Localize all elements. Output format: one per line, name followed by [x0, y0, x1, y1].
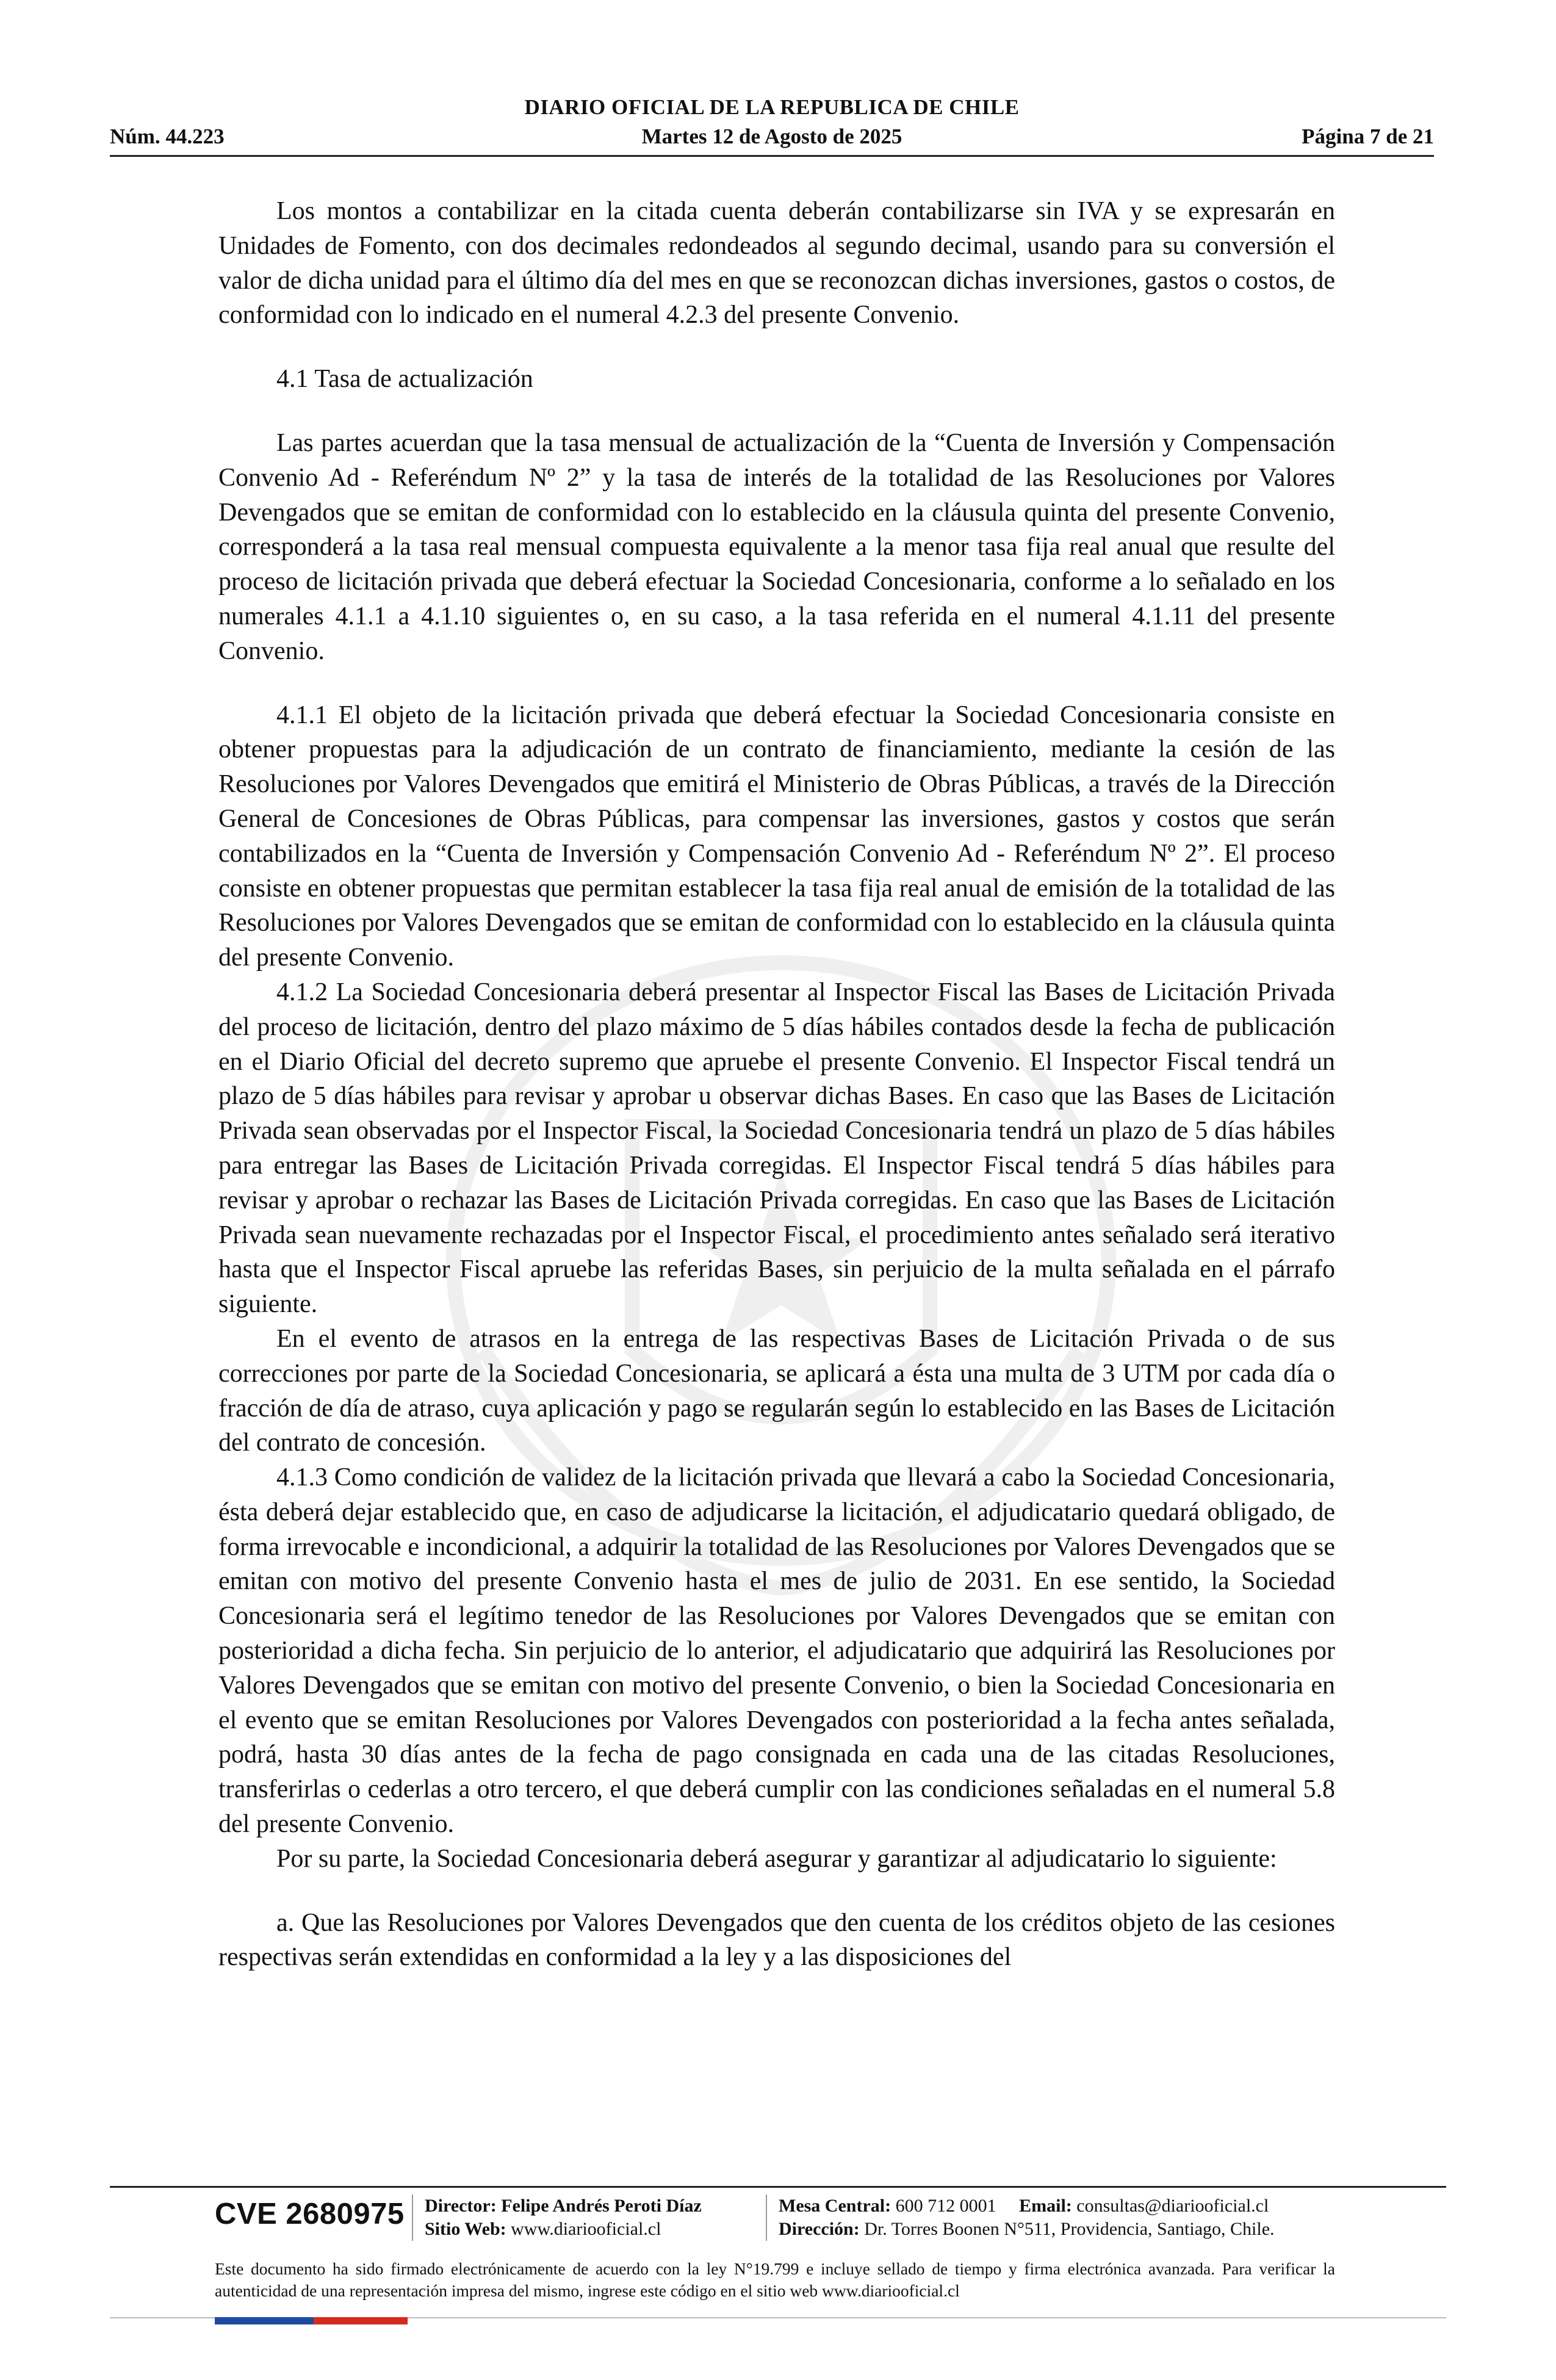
director-name: Felipe Andrés Peroti Díaz [501, 2196, 702, 2216]
issue-date: Martes 12 de Agosto de 2025 [641, 124, 902, 148]
flag-stripe-blue [215, 2317, 314, 2324]
cve-code: CVE 2680975 [215, 2198, 405, 2230]
paragraph: a. Que las Resoluciones por Valores Devengados que den cuenta de los créditos objeto de las cesiones respectivas serán extendidas en conformidad a la ley y a las disposiciones del [218, 1908, 1335, 1972]
email-link[interactable]: consultas@diariooficial.cl [1076, 2196, 1269, 2216]
address-label: Dirección: [779, 2219, 860, 2239]
legal-notice: Este documento ha sido firmado electrónicamente de acuerdo con la ley N°19.799 e incluye sellado de tiempo y firma electrónica avanzada. Para verificar la autenticidad de una representación impresa del mismo, ingrese este código en el sitio web www.diariooficial.cl [215, 2259, 1335, 2300]
address-value: Dr. Torres Boonen N°511, Providencia, Santiago, Chile. [864, 2219, 1275, 2239]
mesa-label: Mesa Central: [779, 2196, 891, 2216]
footer-separator [412, 2194, 413, 2241]
newspaper-title: DIARIO OFICIAL DE LA REPUBLICA DE CHILE [524, 95, 1020, 119]
footer-divider [110, 2186, 1446, 2188]
mesa-phone: 600 712 0001 [895, 2196, 996, 2216]
section-heading: 4.1 Tasa de actualización [276, 365, 533, 394]
page-header [110, 92, 1434, 159]
director-label: Director: [425, 2196, 497, 2216]
document-body [218, 194, 1335, 1975]
paragraph: Las partes acuerdan que la tasa mensual de actualización de la “Cuenta de Inversión y Compensación Convenio Ad - Referéndum Nº 2” y la tasa de interés de la totalidad de las Resoluciones por Valores Devengados que se emitan de conformidad con lo establecido en la cláusula quinta del presente Convenio, corresponderá a la tasa real mensual compuesta equivalente a la menor tasa fija real anual que resulte del proceso de licitación privada que deberá efectuar la Sociedad Concesionaria, conforme a lo señalado en los numerales 4.1.1 a 4.1.10 siguientes o, en su caso, a la tasa referida en el numeral 4.1.11 del presente Convenio. [218, 428, 1335, 665]
paragraph: En el evento de atrasos en la entrega de las respectivas Bases de Licitación Privada o de sus correcciones por parte de la Sociedad Concesionaria, se aplicará a ésta una multa de 3 UTM por cada día o fracción de día de atraso, cuya aplicación y pago se regularán según lo establecido en las Bases de Licitación del contrato de concesión. [218, 1324, 1335, 1457]
paragraph: Los montos a contabilizar en la citada cuenta deberán contabilizarse sin IVA y se expresarán en Unidades de Fomento, con dos decimales redondeados al segundo decimal, usando para su conversión el valor de dicha unidad para el último día del mes en que se reconozcan dichas inversiones, gastos o costos, de conformidad con lo indicado en el numeral 4.2.3 del presente Convenio. [218, 197, 1335, 330]
paragraph: Por su parte, la Sociedad Concesionaria deberá asegurar y garantizar al adjudicatario lo siguiente: [276, 1844, 1277, 1873]
issue-number: Núm. 44.223 [110, 124, 225, 148]
site-label: Sitio Web: [425, 2219, 506, 2239]
page-number: Página 7 de 21 [1302, 124, 1434, 148]
footer-contact-block [779, 2194, 1275, 2241]
footer-director-block [425, 2194, 702, 2241]
flag-stripe-red [314, 2317, 408, 2324]
paragraph: 4.1.2 La Sociedad Concesionaria deberá presentar al Inspector Fiscal las Bases de Licitación Privada del proceso de licitación, dentro del plazo máximo de 5 días hábiles contados desde la fecha de publicación en el Diario Oficial del decreto supremo que apruebe el presente Convenio. El Inspector Fiscal tendrá un plazo de 5 días hábiles para revisar y aprobar u observar dichas Bases. En caso que las Bases de Licitación Privada sean observadas por el Inspector Fiscal, la Sociedad Concesionaria tendrá un plazo de 5 días hábiles para entregar las Bases de Licitación Privada corregidas. El Inspector Fiscal tendrá 5 días hábiles para revisar y aprobar o rechazar las Bases de Licitación Privada corregidas. En caso que las Bases de Licitación Privada sean nuevamente rechazadas por el Inspector Fiscal, el procedimiento antes señalado será iterativo hasta que el Inspector Fiscal apruebe las referidas Bases, sin perjuicio de la multa señalada en el párrafo siguiente. [218, 978, 1335, 1319]
paragraph: 4.1.1 El objeto de la licitación privada que deberá efectuar la Sociedad Concesionaria consiste en obtener propuestas para la adjudicación de un contrato de financiamiento, mediante la cesión de las Resoluciones por Valores Devengados que emitirá el Ministerio de Obras Públicas, a través de la Dirección General de Concesiones de Obras Públicas, para compensar las inversiones, gastos y costos que serán contabilizados en la “Cuenta de Inversión y Compensación Convenio Ad - Referéndum Nº 2”. El proceso consiste en obtener propuestas que permitan establecer la tasa fija real anual de emisión de la totalidad de las Resoluciones por Valores Devengados que se emitan de conformidad con lo establecido en la cláusula quinta del presente Convenio. [218, 701, 1335, 972]
email-label: Email: [1019, 2196, 1072, 2216]
site-link[interactable]: www.diariooficial.cl [511, 2219, 661, 2239]
paragraph: 4.1.3 Como condición de validez de la licitación privada que llevará a cabo la Sociedad Concesionaria, ésta deberá dejar establecido que, en caso de adjudicarse la licitación, el adjudicatario quedará obligado, de forma irrevocable e incondicional, a adquirir la totalidad de las Resoluciones por Valores Devengados que se emitan con motivo del presente Convenio hasta el mes de julio de 2031. En ese sentido, la Sociedad Concesionaria será el legítimo tenedor de las Resoluciones por Valores Devengados que se emitan con posterioridad a dicha fecha. Sin perjuicio de lo anterior, el adjudicatario que adquirirá las Resoluciones por Valores Devengados que se emitan con motivo del presente Convenio, o bien la Sociedad Concesionaria en el evento que se emitan Resoluciones por Valores Devengados con posterioridad a la fecha antes señalada, podrá, hasta 30 días antes de la fecha de pago consignada en cada una de las citadas Resoluciones, transferirlas o cederlas a otro tercero, el que deberá cumplir con las condiciones señaladas en el numeral 5.8 del presente Convenio. [218, 1463, 1335, 1839]
footer-separator [766, 2194, 767, 2241]
header-divider [110, 155, 1434, 157]
